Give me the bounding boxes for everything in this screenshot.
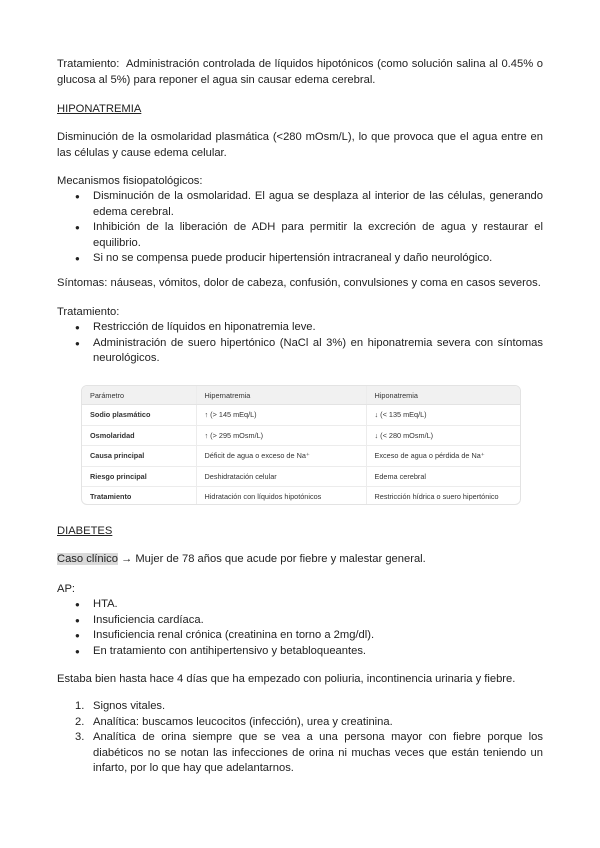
table-cell: Edema cerebral (366, 466, 520, 487)
comparison-table (81, 385, 521, 505)
sintomas-paragraph: Síntomas: náuseas, vómitos, dolor de cabeza, confusión, convulsiones y coma en casos severos. (57, 277, 541, 289)
table-cell: Osmolaridad (82, 425, 196, 446)
mecanismos-list (57, 189, 543, 267)
list-text: Analítica de orina siempre que se vea a una persona mayor con fiebre porque los diabéticos no se notan las infecciones de orina ni muchas veces que están teniendo un infarto, por lo que hay que adelantarnos. (93, 731, 543, 774)
table-cell: Tratamiento (90, 492, 132, 502)
caso-clinico-text: → Mujer de 78 años que acude por fiebre y malestar general. (117, 553, 426, 565)
ap-list (57, 597, 543, 659)
list-item (57, 699, 543, 715)
table-header-row (82, 386, 520, 405)
table-cell: ↑ (> 295 mOsm/L) (196, 425, 366, 446)
list-item: ● Administración de suero hipertónico (NaCl al 3%) en hiponatremia severa con síntomas neurológicos. (57, 336, 543, 367)
historia-paragraph: Estaba bien hasta hace 4 días que ha empezado con poliuria, incontinencia urinaria y fiebre. (57, 673, 516, 685)
table-cell: Deshidratación celular (196, 466, 366, 487)
list-number: 3. (75, 731, 85, 743)
list-item: ● Inhibición de la liberación de ADH para permitir la excreción de agua y restaurar el equilibrio. (57, 220, 543, 251)
table-row (82, 405, 520, 426)
list-item: ● Insuficiencia cardíaca. (57, 613, 543, 629)
table-cell: Hidratación con líquidos hipotónicos (196, 487, 366, 506)
table-cell: Restricción hídrica o suero hipertónico (366, 487, 520, 506)
list-item: ● En tratamiento con antihipertensivo y betabloqueantes. (57, 644, 543, 660)
table-cell: ↑ (> 145 mEq/L) (196, 405, 366, 426)
mecanismos-title: Mecanismos fisiopatológicos: (57, 175, 203, 187)
caso-clinico-label: Caso clínico (57, 553, 118, 565)
tratamiento-text: Administración controlada de líquidos hipotónicos (como solución salina al 0.45% o glucosa al 5%) para reponer el agua sin causar edema cerebral. (57, 58, 543, 86)
list-number: 2. (75, 715, 85, 728)
table-cell: Riesgo principal (82, 466, 196, 487)
table-cell: ↓ (< 280 mOsm/L) (366, 425, 520, 446)
pasos-list (57, 699, 543, 777)
list-item (57, 715, 543, 731)
tratamiento-list (57, 320, 543, 367)
table-cell: Causa principal (82, 446, 196, 467)
table-header: Parámetro (82, 386, 196, 405)
tratamiento-label: Tratamiento: (57, 58, 120, 70)
table-row (82, 487, 520, 506)
table-cell: Sodio plasmático (82, 405, 196, 426)
table-row (82, 446, 520, 467)
table-row (82, 466, 520, 487)
list-text: Analítica: buscamos leucocitos (infección), urea y creatinina. (93, 715, 393, 728)
diabetes-heading: DIABETES (57, 525, 113, 537)
list-item: ● Si no se compensa puede producir hipertensión intracraneal y daño neurológico. (57, 251, 543, 267)
table-cell: ↓ (< 135 mEq/L) (366, 405, 520, 426)
list-item: ● Insuficiencia renal crónica (creatinina en torno a 2mg/dl). (57, 628, 543, 644)
hiponatremia-definition: Disminución de la osmolaridad plasmática (<280 mOsm/L), lo que provoca que el agua entre en las células y cause edema celular. (57, 131, 543, 159)
table-row (82, 425, 520, 446)
tratamiento-paragraph (57, 57, 543, 88)
hiponatremia-heading: HIPONATREMIA (57, 103, 142, 115)
list-item (57, 730, 543, 777)
list-item: ● Disminución de la osmolaridad. El agua se desplaza al interior de las células, generando edema cerebral. (57, 189, 543, 220)
caso-clinico-paragraph (57, 552, 543, 568)
list-number: 1. (75, 700, 85, 712)
tratamiento-title: Tratamiento: (57, 306, 120, 318)
table-cell: Exceso de agua o pérdida de Na⁺ (366, 446, 520, 467)
table-header: Hipernatremia (196, 386, 366, 405)
list-item: ● HTA. (57, 597, 543, 613)
list-item: ● Restricción de líquidos en hiponatremia leve. (57, 320, 543, 336)
table-header: Hiponatremia (366, 386, 520, 405)
ap-title: AP: (57, 583, 76, 595)
list-text: Signos vitales. (93, 700, 166, 712)
table-cell: Déficit de agua o exceso de Na⁺ (196, 446, 366, 467)
